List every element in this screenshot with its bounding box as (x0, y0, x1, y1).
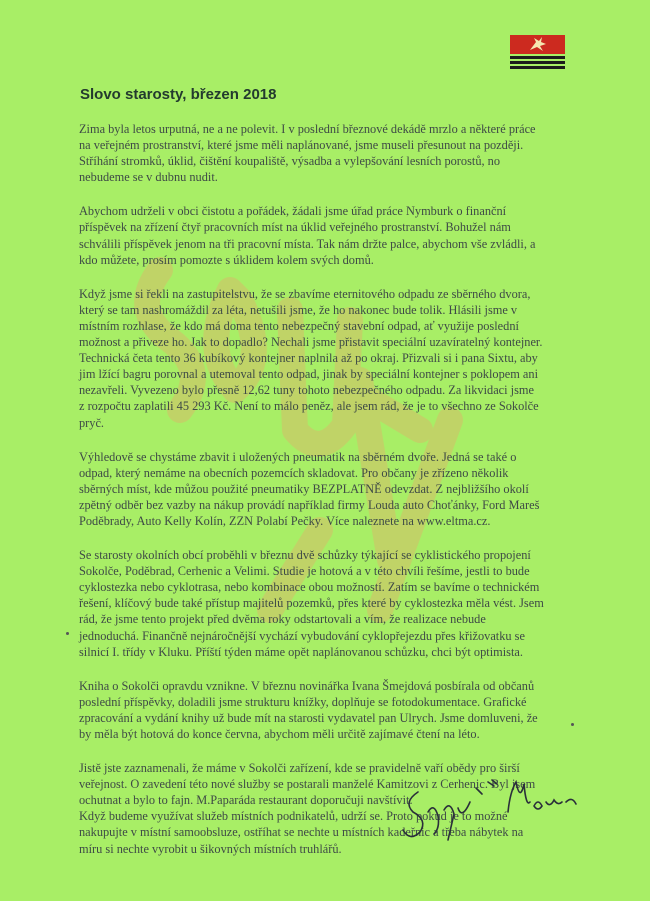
falcon-emblem-icon (528, 36, 548, 53)
text-line: silnicí I. třídy v Kluku. Příští týden máme opět naplánovanou schůzku, chci být optimista. (79, 644, 523, 659)
paragraph (79, 286, 567, 431)
text-line: na veřejném prostranství, které jsme měli naplánované, jsme museli přesunout na později. (79, 138, 524, 153)
paragraph (79, 678, 567, 742)
text-line: nakupujte v místní samoobsluze, ostříhat se nechte u místních kadeřnic a třeba nábytek na (79, 825, 524, 840)
text-line: Stříhání stromků, úklid, čištění koupaliště, výsadba a vylepšování lesních porostů, no (79, 154, 501, 169)
text-line: míru si nechte vyrobit u šikovných místních truhlářů. (79, 841, 342, 856)
text-line: cyklostezka nebo cyklotrasa, nebo kombinace obou možností. Zatím se bavíme o technickém (79, 580, 540, 595)
text-line: Když jsme si řekli na zastupitelstvu, že se zbavíme eternitového odpadu ze sběrného dvora, (79, 286, 531, 301)
flag-stripe-3 (510, 66, 565, 69)
text-line: pryč. (79, 415, 105, 430)
text-line: Se starosty okolních obcí proběhli v březnu dvě schůzky týkající se cyklistického propojení (79, 548, 531, 563)
text-line: Technická četa tento 36 kubíkový kontejner naplnila až po okraj. Přizvali si i pana Sixtu, aby (79, 351, 538, 366)
text-line: řešení, klíčový bude také přístup majitelů pozemků, přes které by cyklostezka měla vést. Jsem (79, 596, 544, 611)
margin-dot (571, 723, 574, 726)
text-line: ochutnat a bylo to fajn. M.Paparáda restaurant doporučuji navštívit. (79, 793, 413, 808)
text-line: Poděbrady, Auto Kelly Kolín, ZZN Polabí Pečky. Více naleznete na www.eltma.cz. (79, 513, 491, 528)
mayor-signature (398, 772, 588, 852)
text-line: veřejnost. O zavedení této nové služby se postarali manželé Kamitzovi z Cerhenic. Byl jsem (79, 777, 536, 792)
text-line: jim lžící bagru porovnal a utemoval tento odpad, jinak by speciální kontejner s poklopem ani (79, 367, 539, 382)
text-line: zpracování a vydání knihy už bude mít na starosti vydavatel pan Ulrych. Jsme domluveni, že (79, 710, 538, 725)
text-line: Zima byla letos urputná, ne a ne polevit. I v poslední březnové dekádě mrzlo a některé práce (79, 122, 536, 136)
paragraph (79, 449, 567, 529)
text-line: nebudeme se v dubnu nudit. (79, 170, 218, 185)
text-line: z rozpočtu zaplatili 45 293 Kč. Není to málo peněz, ale jsem rád, že je to všechno ze Sokolče (79, 399, 539, 414)
paragraph (79, 547, 567, 660)
text-line: Kniha o Sokolči opravdu vznikne. V březnu novinářka Ivana Šmejdová posbírala od občanů (79, 678, 535, 693)
flag-stripe-1 (510, 56, 565, 59)
margin-dot (66, 632, 69, 635)
text-line: místním rozhlase, že kdo má doma tento nebezpečný stavební odpad, ať využije poslední (79, 318, 519, 333)
text-line: příspěvek na zřízení čtyř pracovních míst na úklid veřejného prostranství. Bohužel nám (79, 220, 511, 235)
paragraph (79, 203, 567, 267)
text-line: Jistě jste zaznamenali, že máme v Sokolči zařízení, kde se pravidelně vaří obědy pro širší (79, 761, 520, 776)
text-line: zpětný odběr bez vazby na nákup provádí například firmy Louda auto Choťánky, Ford Mareš (79, 497, 540, 512)
article-body (79, 121, 567, 857)
text-line: možnost a přiveze ho. Jak to dopadlo? Nechali jsme přistavit speciální uzavíratelný kontejner. (79, 335, 543, 350)
text-line: jednoduchá. Finančně nejnáročnější vychází vybudování cyklopřejezdu přes křižovatku se (79, 628, 525, 643)
text-line: rád, že jsme tento projekt před dvěma roky odstartovali a vím, že realizace nebude (79, 612, 486, 627)
text-line: Když budeme využívat služeb místních podnikatelů, udrží se. Proto pokud je to možné (79, 809, 508, 824)
text-line: Sokolče, Poděbrad, Cerhenic a Velimi. Studie je hotová a v této chvíli řešíme, jestli to bude (79, 564, 530, 579)
text-line: poslední příspěvky, doladili jsme strukturu knížky, doplňuje se fotodokumentace. Grafické (79, 694, 527, 709)
text-line: nezavřeli. Vyvezeno bylo přesně 12,62 tuny tohoto nebezpečného odpadu. Za likvidaci jsme (79, 383, 534, 398)
paragraph (79, 121, 567, 185)
page-title: Slovo starosty, březen 2018 (80, 86, 277, 103)
text-line: kdo můžete, prosím pomozte s úklidem kolem svých domů. (79, 252, 374, 267)
village-flag (510, 35, 565, 68)
text-line: který se tam nashromáždil za léta, netušili jsme, že ho nakonec bude tolik. Hlásili jsme v (79, 302, 518, 317)
text-line: schválili příspěvek jenom na tři pracovní místa. Tak nám držte palce, abychom vše zvládli, a (79, 236, 536, 251)
flag-stripe-2 (510, 61, 565, 64)
text-line: Výhledově se chystáme zbavit i uložených pneumatik na sběrném dvoře. Jedná se také o (79, 449, 517, 464)
flag-red-field (510, 35, 565, 54)
text-line: sběrných míst, kde můžou použité pneumatiky BEZPLATNĚ odevzdat. Z nejbližšího okolí (79, 481, 529, 496)
text-line: odpad, který nemáme na obecních pozemcích skladovat. Pro občany je zřízeno několik (79, 465, 509, 480)
text-line: Abychom udrželi v obci čistotu a pořádek, žádali jsme úřad práce Nymburk o finanční (79, 204, 507, 219)
text-line: by měla být hotová do konce června, abychom měli určitě zajímavé čtení na léto. (79, 727, 480, 741)
